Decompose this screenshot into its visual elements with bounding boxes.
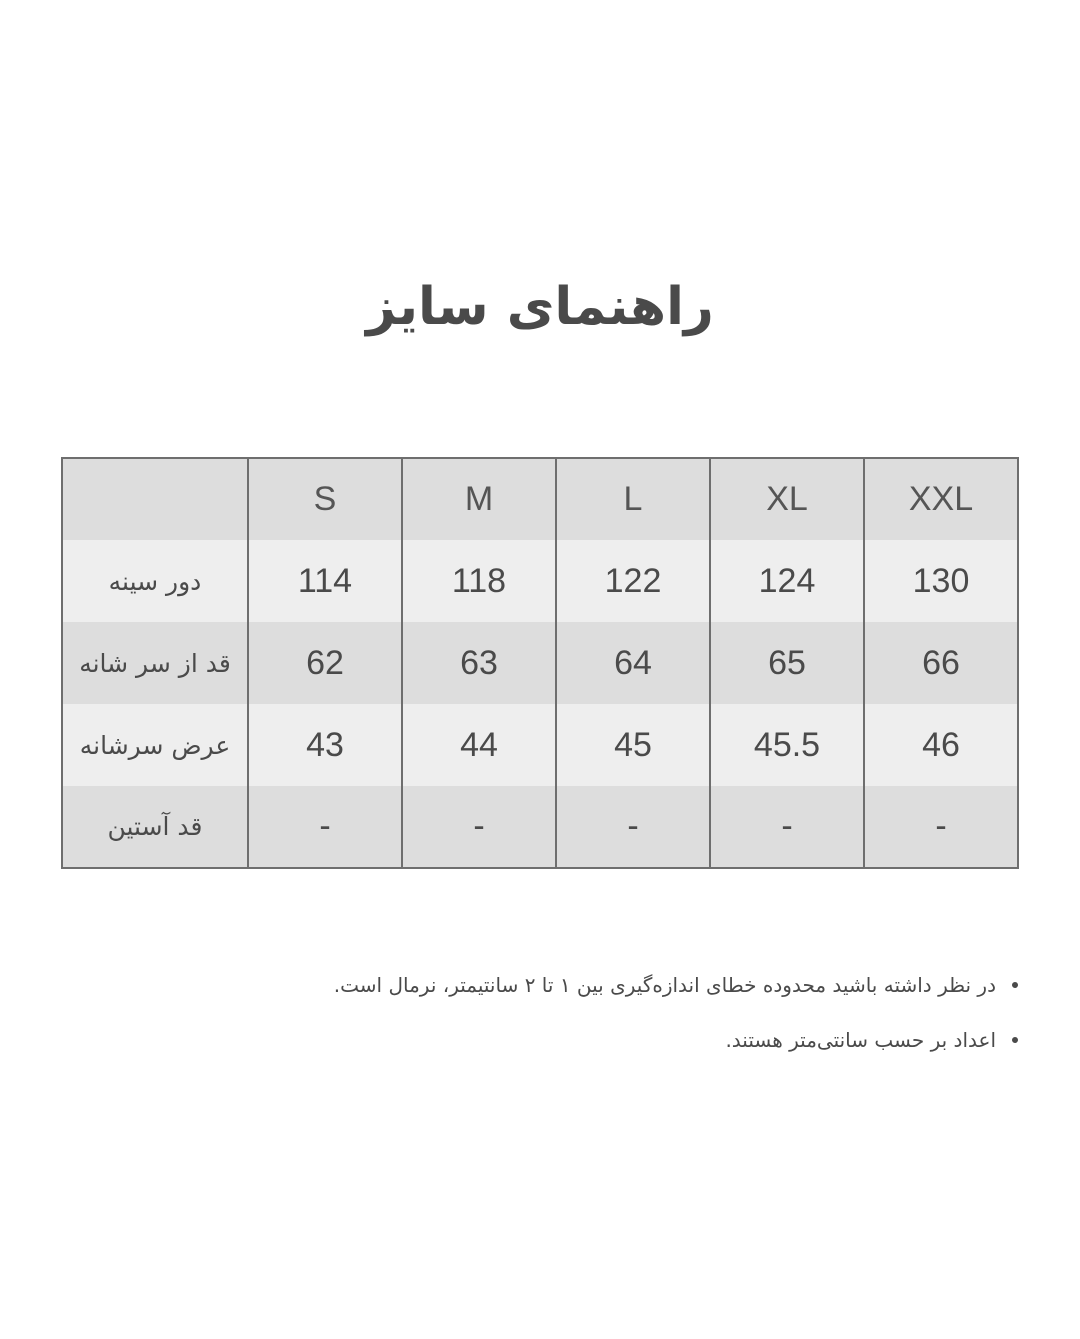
cell-shoulder-m: 44 [402, 704, 556, 786]
row-label-sleeve: قد آستین [62, 786, 248, 868]
size-header-xl: XL [710, 458, 864, 540]
cell-sleeve-m: - [402, 786, 556, 868]
table-row-length [62, 622, 1018, 704]
cell-shoulder-xl: 45.5 [710, 704, 864, 786]
size-header-l: L [556, 458, 710, 540]
table-row-sleeve [62, 786, 1018, 868]
size-header-s: S [248, 458, 402, 540]
cell-sleeve-l: - [556, 786, 710, 868]
page-title: راهنمای سایز [366, 276, 714, 337]
note-item-tolerance [118, 965, 1018, 1005]
cell-chest-l: 122 [556, 540, 710, 622]
row-label-shoulder: عرض سرشانه [62, 704, 248, 786]
cell-length-l: 64 [556, 622, 710, 704]
table-row-chest [62, 540, 1018, 622]
table-row-shoulder [62, 704, 1018, 786]
note-text-units: اعداد بر حسب سانتی‌متر هستند. [725, 1028, 996, 1052]
cell-length-s: 62 [248, 622, 402, 704]
notes-list [118, 965, 1018, 1075]
cell-chest-m: 118 [402, 540, 556, 622]
cell-shoulder-xxl: 46 [864, 704, 1018, 786]
cell-length-xl: 65 [710, 622, 864, 704]
row-label-chest: دور سینه [62, 540, 248, 622]
cell-length-xxl: 66 [864, 622, 1018, 704]
cell-shoulder-l: 45 [556, 704, 710, 786]
bullet-icon [1012, 1037, 1018, 1043]
cell-chest-xxl: 130 [864, 540, 1018, 622]
size-header-xxl: XXL [864, 458, 1018, 540]
cell-shoulder-s: 43 [248, 704, 402, 786]
cell-chest-xl: 124 [710, 540, 864, 622]
cell-length-m: 63 [402, 622, 556, 704]
note-item-units [118, 1020, 1018, 1060]
note-text-tolerance: در نظر داشته باشید محدوده خطای اندازه‌گیری بین ۱ تا ۲ سانتیمتر، نرمال است. [333, 973, 996, 997]
cell-sleeve-xl: - [710, 786, 864, 868]
row-label-length: قد از سر شانه [62, 622, 248, 704]
table-header-row [62, 458, 1018, 540]
cell-sleeve-s: - [248, 786, 402, 868]
cell-sleeve-xxl: - [864, 786, 1018, 868]
size-chart-table [61, 457, 1019, 869]
bullet-icon [1012, 982, 1018, 988]
cell-chest-s: 114 [248, 540, 402, 622]
header-blank-cell [62, 458, 248, 540]
size-header-m: M [402, 458, 556, 540]
